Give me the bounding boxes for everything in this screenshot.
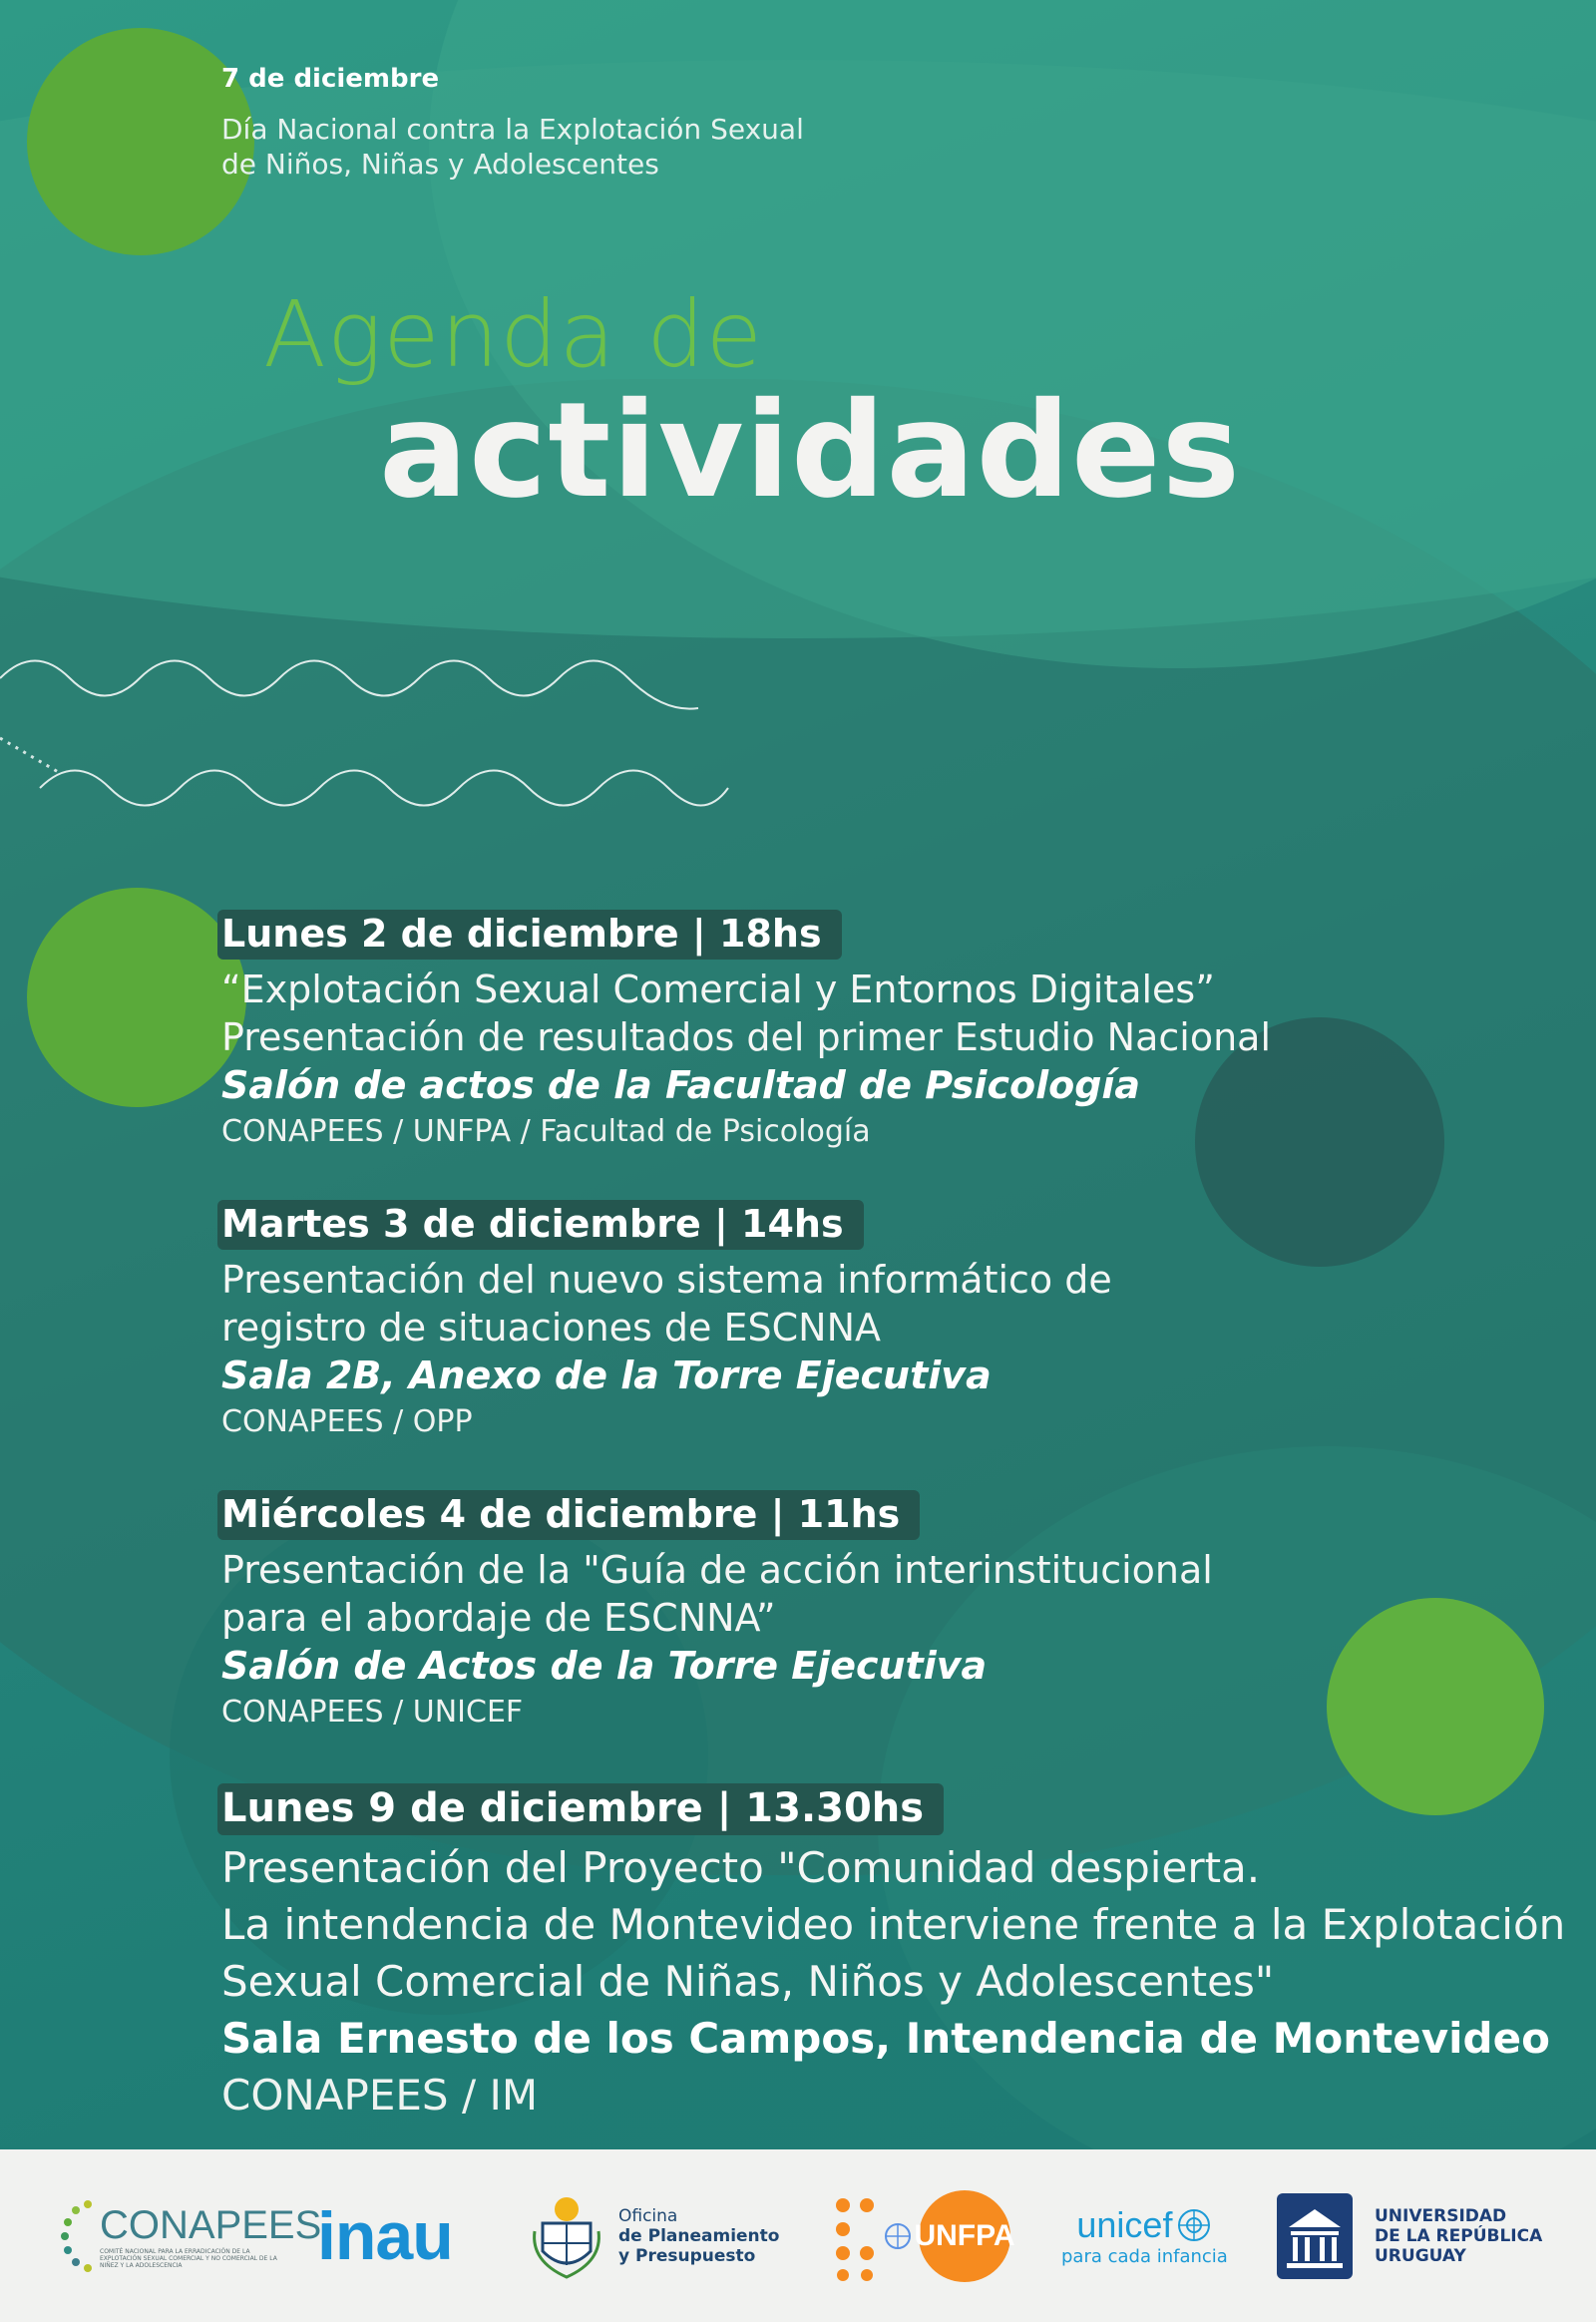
event-date-tag: Lunes 2 de diciembre | 18hs	[217, 910, 842, 960]
event-organizers: CONAPEES / UNICEF	[221, 1695, 524, 1730]
green-circle-mid	[27, 888, 246, 1107]
opp-line-2: de Planeamiento	[618, 2225, 780, 2246]
event-date-tag: Martes 3 de diciembre | 14hs	[217, 1200, 864, 1250]
event-organizers: CONAPEES / IM	[221, 2071, 539, 2120]
event-date-tag: Lunes 9 de diciembre | 13.30hs	[217, 1783, 944, 1835]
event-venue: Sala 2B, Anexo de la Torre Ejecutiva	[221, 1354, 992, 1397]
conapees-name: CONAPEES	[100, 2202, 322, 2247]
event-organizers: CONAPEES / UNFPA / Facultad de Psicología	[221, 1114, 871, 1149]
conapees-dots-icon	[60, 2196, 96, 2276]
udelar-line-1: UNIVERSIDAD	[1375, 2205, 1507, 2226]
conapees-subtitle: COMITÉ NACIONAL PARA LA ERRADICACIÓN DE LA EXPLOTACIÓN SEXUAL COMERCIAL Y NO COMERCIAL DE LA NIÑEZ Y LA ADOLESCENCIA	[100, 2247, 277, 2269]
title-actividades: actividades	[379, 374, 1242, 528]
conapees-logo	[60, 2149, 321, 2322]
opp-line-3: y Presupuesto	[618, 2245, 756, 2266]
header-line-1: Día Nacional contra la Explotación Sexual	[221, 113, 804, 146]
opp-line-1: Oficina	[618, 2205, 678, 2226]
unicef-logo	[1061, 2149, 1228, 2322]
event-description-line: para el abordaje de ESCNNA”	[221, 1596, 776, 1640]
event-description-line: La intendencia de Montevideo interviene frente a la Explotación	[221, 1900, 1566, 1949]
inau-logo	[317, 2149, 453, 2322]
unicef-emblem-icon	[1176, 2207, 1212, 2243]
wavy-lines-decoration	[0, 638, 738, 818]
event-3	[221, 1490, 1558, 1736]
unfpa-dots-icon	[833, 2191, 881, 2281]
event-date-tag: Miércoles 4 de diciembre | 11hs	[217, 1490, 920, 1540]
opp-logo	[529, 2149, 779, 2322]
event-2	[221, 1200, 1558, 1445]
un-emblem-icon	[883, 2221, 913, 2251]
event-description-line: Presentación de la "Guía de acción interinstitucional	[221, 1548, 1213, 1592]
event-venue: Salón de actos de la Facultad de Psicología	[221, 1063, 1141, 1107]
event-description-line: registro de situaciones de ESCNNA	[221, 1306, 881, 1350]
udelar-building-icon	[1277, 2193, 1353, 2279]
udelar-line-2: DE LA REPÚBLICA	[1375, 2225, 1543, 2246]
header-date: 7 de diciembre	[221, 64, 440, 94]
event-description-line: Sexual Comercial de Niñas, Niños y Adolescentes"	[221, 1957, 1275, 2006]
unicef-name: unicef	[1076, 2204, 1173, 2245]
event-description-line: Presentación del Proyecto "Comunidad despierta.	[221, 1843, 1261, 1892]
inau-name: inau	[317, 2197, 453, 2274]
event-description-line: “Explotación Sexual Comercial y Entornos Digitales”	[221, 968, 1215, 1011]
uruguay-coat-of-arms-icon	[529, 2191, 604, 2281]
unfpa-logo	[833, 2149, 1015, 2322]
udelar-logo	[1277, 2149, 1542, 2322]
event-description-line: Presentación del nuevo sistema informático de	[221, 1258, 1112, 1302]
event-1	[221, 910, 1558, 1155]
event-organizers: CONAPEES / OPP	[221, 1404, 473, 1439]
event-4	[221, 1783, 1566, 2124]
title-agenda: Agenda de	[263, 281, 764, 388]
event-venue: Sala Ernesto de los Campos, Intendencia de Montevideo	[221, 2014, 1550, 2063]
event-venue: Salón de Actos de la Torre Ejecutiva	[221, 1644, 988, 1688]
sponsor-footer	[0, 2149, 1596, 2322]
unfpa-name: UNFPA	[914, 2218, 1015, 2252]
green-circle-top	[27, 28, 254, 255]
header-line-2: de Niños, Niñas y Adolescentes	[221, 148, 659, 181]
event-description-line: Presentación de resultados del primer Estudio Nacional	[221, 1015, 1272, 1059]
udelar-line-3: URUGUAY	[1375, 2245, 1466, 2266]
unicef-tagline: para cada infancia	[1061, 2246, 1228, 2267]
